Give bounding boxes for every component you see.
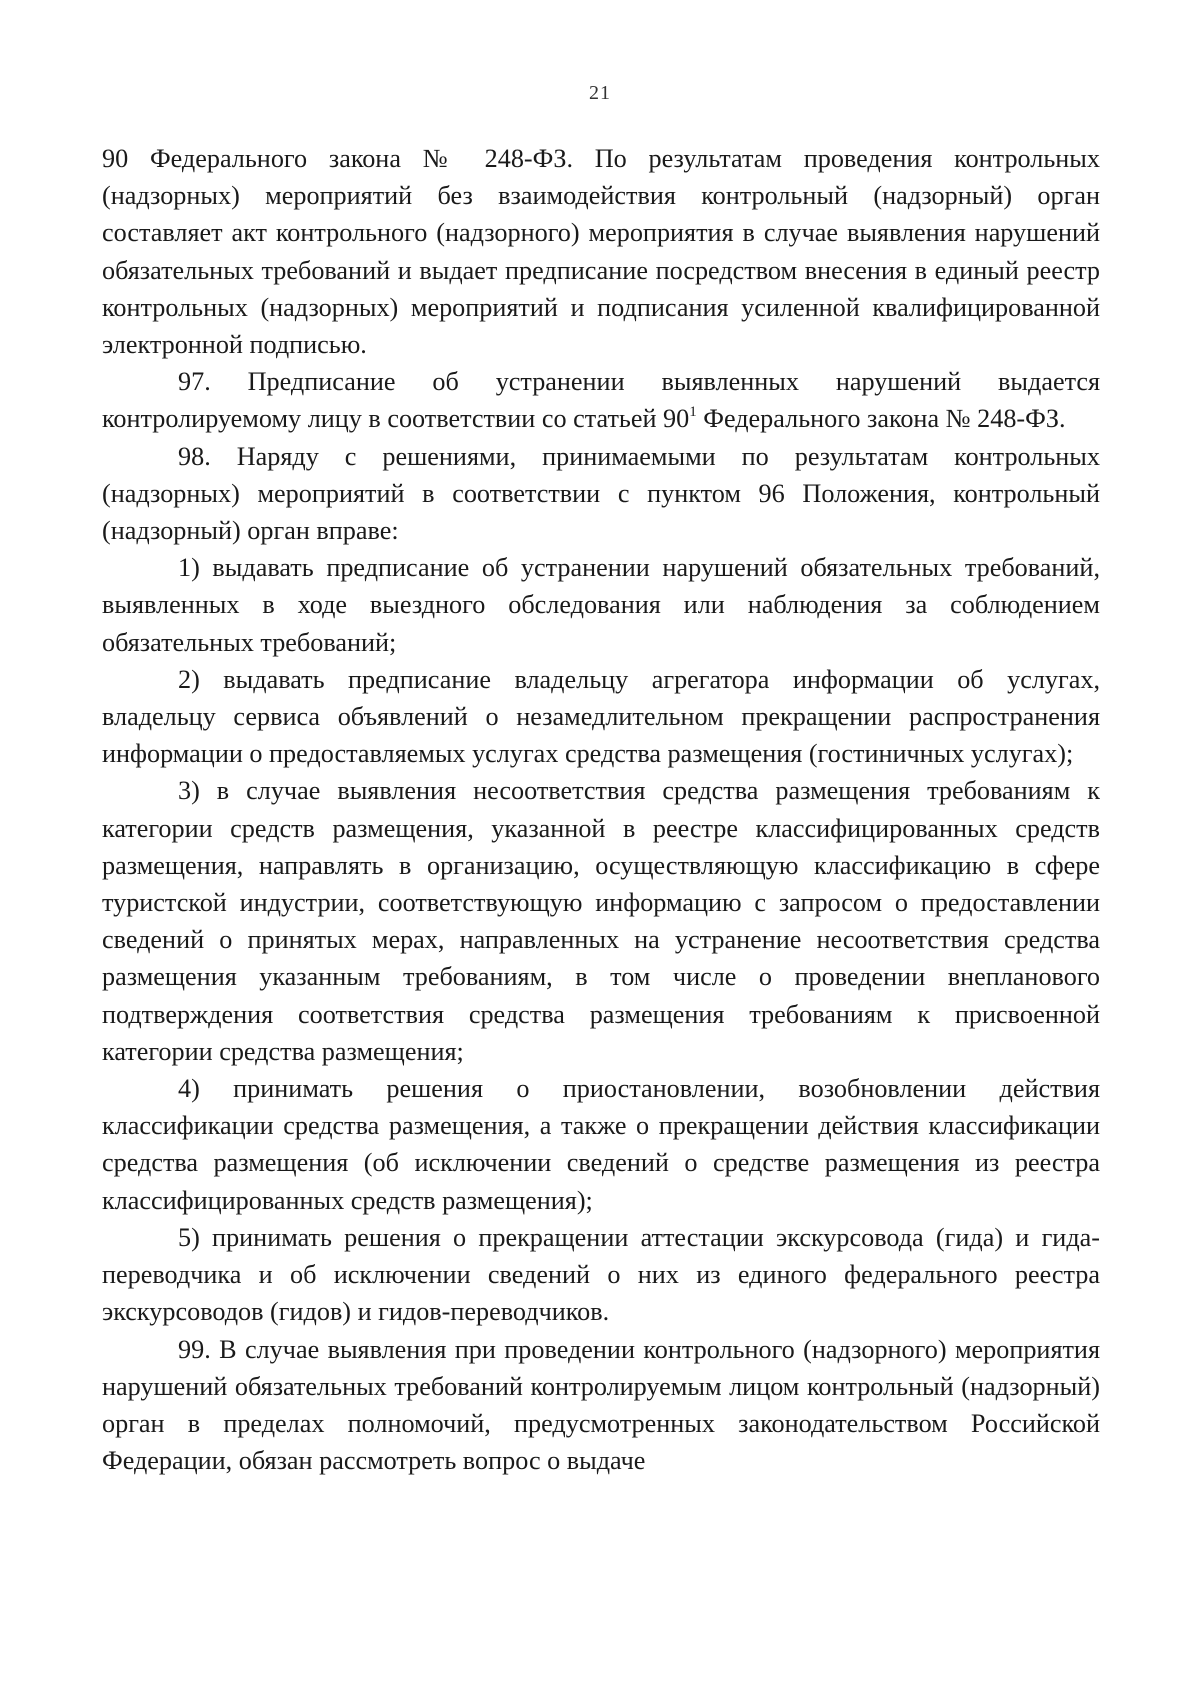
paragraph-97-text-end: Федерального закона № 248-ФЗ.: [696, 404, 1066, 434]
paragraph-98-item-1: 1) выдавать предписание об устранении нарушений обязательных требований, выявленных в ходе выездного обследования или наблюдения за соблюдением обязательных требований;: [102, 553, 1100, 657]
paragraph-98-item-3: 3) в случае выявления несоответствия средства размещения требованиям к категории средств размещения, указанной в реестре классифицированных средств размещения, направлять в организацию, осуществляющую классификацию в сфере туристской индустрии, соответствующую информацию с запросом о предоставлении сведений о принятых мерах, направленных на устранение несоответствия средства размещения указанным требованиям, в том числе о проведении внепланового подтверждения соответствия средства размещения требованиям к присвоенной категории средства размещения;: [102, 776, 1100, 1066]
paragraph-98: 98. Наряду с решениями, принимаемыми по результатам контрольных (надзорных) мероприятий в соответствии с пунктом 96 Положения, контрольный (надзорный) орган вправе:: [102, 441, 1100, 546]
paragraph-97-text: 97. Предписание об устранении выявленных нарушений выдается контролируемому лицу в соответствии со статьей 90: [102, 367, 1100, 434]
paragraph-continuation: 90 Федерального закона № 248-ФЗ. По результатам проведения контрольных (надзорных) мероприятий без взаимодействия контрольный (надзорный) орган составляет акт контрольного (надзорного) мероприятия в случае выявления нарушений обязательных требований и выдает предписание посредством внесения в единый реестр контрольных (надзорных) мероприятий и подписания усиленной квалифицированной электронной подписью.: [102, 144, 1100, 360]
paragraph-98-item-4: 4) принимать решения о приостановлении, возобновлении действия классификации средства размещения, а также о прекращении действия классификации средства размещения (об исключении сведений о средстве размещения из реестра классифицированных средств размещения);: [102, 1074, 1100, 1215]
page-number: 21: [589, 82, 611, 104]
paragraph-99: 99. В случае выявления при проведении контрольного (надзорного) мероприятия нарушений обязательных требований контролируемым лицом контрольный (надзорный) орган в пределах полномочий, предусмотренных законодательством Российской Федерации, обязан рассмотреть вопрос о выдаче: [102, 1334, 1100, 1476]
paragraph-98-item-2: 2) выдавать предписание владельцу агрегатора информации об услугах, владельцу сервиса объявлений о незамедлительном прекращении распространения информации о предоставляемых услугах средства размещения (гостиничных услугах);: [102, 664, 1100, 769]
paragraph-97: [102, 363, 1100, 437]
superscript-article-index: 1: [689, 404, 697, 421]
document-text: [102, 140, 1100, 1479]
paragraph-98-item-5: 5) принимать решения о прекращении аттестации экскурсовода (гида) и гида-переводчика и об исключении сведений о них из единого федерального реестра экскурсоводов (гидов) и гидов-переводчиков.: [102, 1222, 1100, 1327]
